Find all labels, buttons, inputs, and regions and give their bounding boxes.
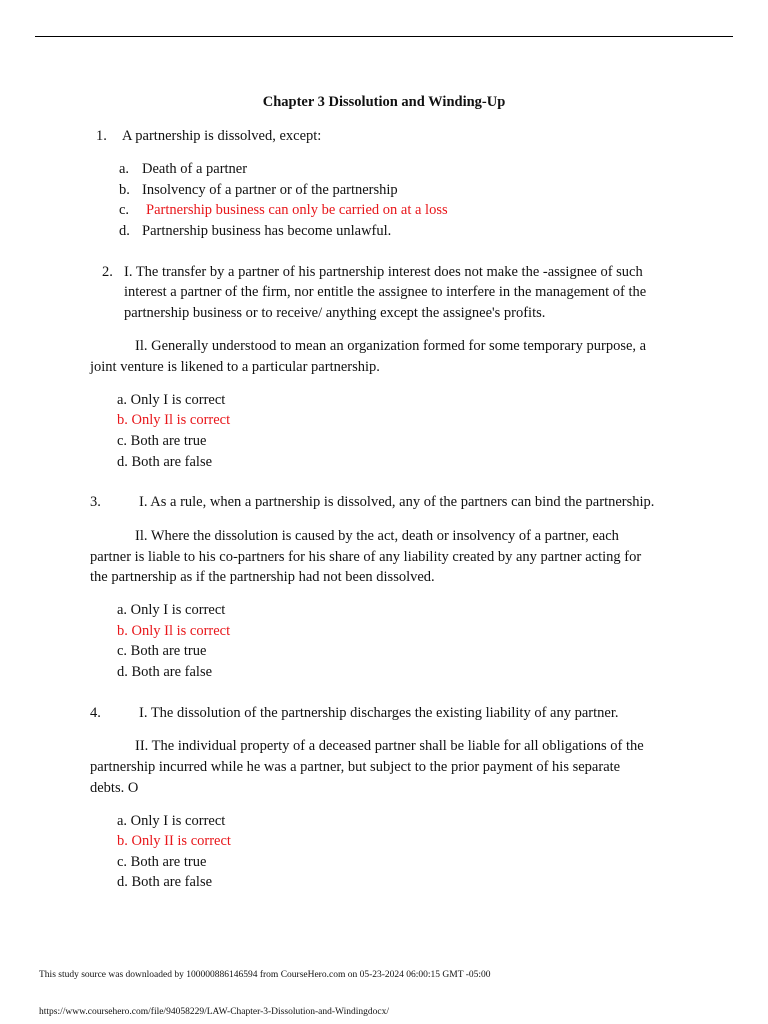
- question-number: 1.: [96, 128, 107, 144]
- statement-2-line: Il. Generally understood to mean an organization formed for some temporary purpose, a: [135, 338, 647, 354]
- statement-1: I. As a rule, when a partnership is dissolved, any of the partners can bind the partnership.: [139, 494, 655, 510]
- option-b-answer: b. Only Il is correct: [117, 412, 231, 428]
- statement-1-line: I. The transfer by a partner of his partnership interest does not make the -assignee of such: [124, 264, 643, 280]
- option-b-answer: b. Only II is correct: [117, 833, 231, 849]
- statement-1-line: interest a partner of the firm, nor entitle the assignee to interfere in the management of the: [124, 284, 647, 300]
- top-rule: [35, 36, 733, 37]
- question-number: 4.: [90, 705, 101, 721]
- statement-2-line: the partnership as if the partnership had not been dissolved.: [90, 569, 435, 585]
- source-url[interactable]: https://www.coursehero.com/file/94058229/LAW-Chapter-3-Dissolution-and-Windingdocx/: [39, 1007, 390, 1017]
- statement-2-line: partner is liable to his co-partners for his share of any liability created by any partner acting for: [90, 549, 642, 565]
- question-number: 2.: [102, 264, 113, 280]
- statement-2-line: partnership incurred while he was a partner, but subject to the prior payment of his separate: [90, 759, 621, 775]
- question-text: A partnership is dissolved, except:: [122, 128, 322, 144]
- statement-2-line: debts. O: [90, 780, 139, 796]
- option-a: a. Only I is correct: [117, 602, 226, 618]
- page-title: Chapter 3 Dissolution and Winding-Up: [262, 94, 506, 110]
- option-d: d. Both are false: [117, 874, 213, 890]
- statement-2-line: Il. Where the dissolution is caused by the act, death or insolvency of a partner, each: [135, 528, 619, 544]
- option-d: d. Both are false: [117, 454, 213, 470]
- option-a: a. Only I is correct: [117, 392, 226, 408]
- statement-2-line: II. The individual property of a deceased partner shall be liable for all obligations of the: [135, 738, 644, 754]
- statement-1-line: partnership business or to receive/ anything except the assignee's profits.: [124, 305, 546, 321]
- option-a: a. Only I is correct: [117, 813, 226, 829]
- statement-1: I. The dissolution of the partnership discharges the existing liability of any partner.: [139, 705, 619, 721]
- question-number: 3.: [90, 494, 101, 510]
- option-d: d. Both are false: [117, 664, 213, 680]
- statement-2-line: joint venture is likened to a particular partnership.: [90, 359, 380, 375]
- option-c: c. Both are true: [117, 854, 207, 870]
- download-note: This study source was downloaded by 100000886146594 from CourseHero.com on 05-23-2024 06:00:15 GMT -05:00: [39, 970, 491, 980]
- option-b-answer: b. Only Il is correct: [117, 623, 231, 639]
- option-c: c. Both are true: [117, 433, 207, 449]
- option-c: c. Both are true: [117, 643, 207, 659]
